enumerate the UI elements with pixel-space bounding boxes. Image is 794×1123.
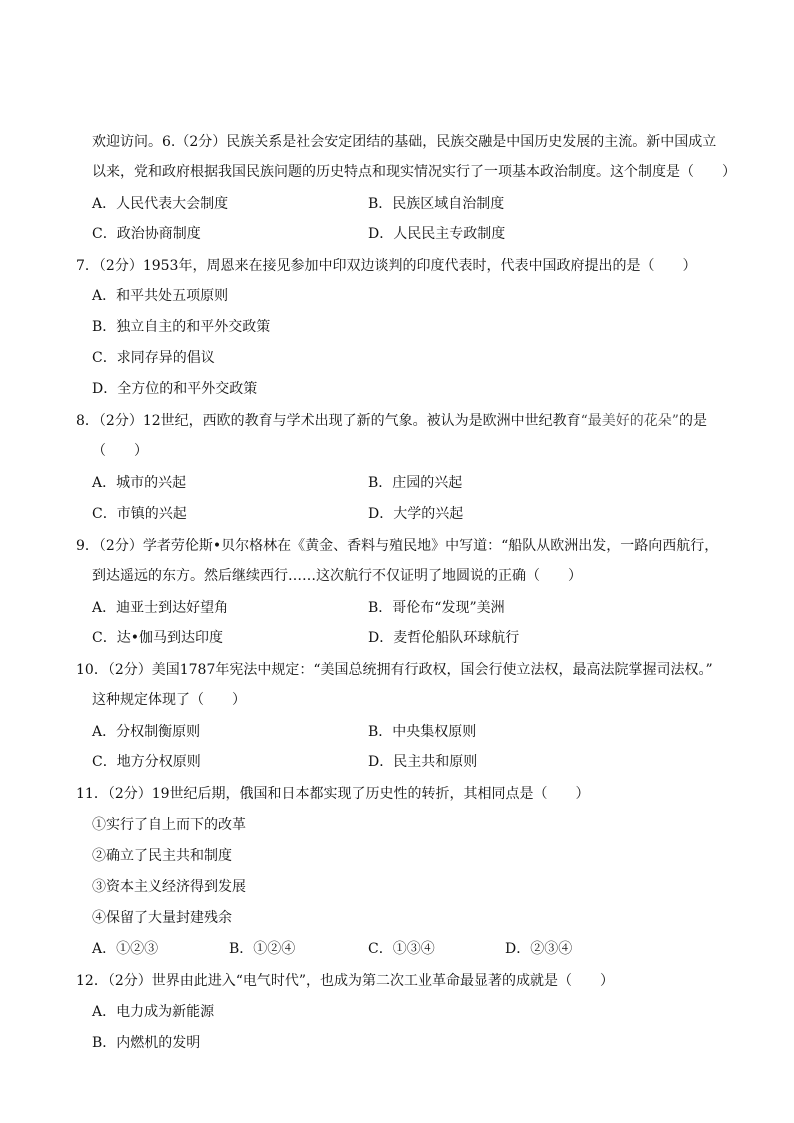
q7-option-a: A．和平共处五项原则 — [92, 288, 229, 304]
q7-line-1: 7．（2分）1953年，周恩来在接见参加中印双边谈判的印度代表时，代表中国政府提出的是（ ） — [76, 258, 697, 274]
q6-option-a: A．人民代表大会制度 — [92, 196, 229, 212]
q10-option-b: B．中央集权原则 — [368, 724, 477, 740]
q11-option-c: C．①③④ — [368, 941, 435, 957]
q10-option-d: D．民主共和原则 — [368, 754, 478, 770]
q12-line-1: 12．（2分）世界由此进入“电气时代”，也成为第二次工业革命最显著的成就是（ ） — [76, 973, 615, 989]
q6-line-1: 欢迎访问。6.（2分）民族关系是社会安定团结的基础，民族交融是中国历史发展的主流。新中国成立 — [92, 134, 717, 150]
q6-option-d: D．人民民主专政制度 — [368, 226, 506, 242]
q7-option-d: D．全方位的和平外交政策 — [92, 381, 258, 397]
q8-line-1-pre: 8．（2分）12世纪，西欧的教育与学术出现了新的气象。被认为是欧洲中世纪教育 — [76, 413, 581, 429]
q11-item-4: ④保留了大量封建残余 — [92, 910, 232, 926]
q11-item-1: ①实行了自上而下的改革 — [92, 817, 246, 833]
q9-option-a: A．迪亚士到达好望角 — [92, 600, 229, 616]
q10-line-1: 10．（2分）美国1787年宪法中规定：“美国总统拥有行政权，国会行使立法权，最高法院掌握司法权。” — [76, 662, 713, 678]
q11-line-1: 11．（2分）19世纪后期，俄国和日本都实现了历史性的转折，其相同点是（ ） — [76, 786, 590, 802]
q12-option-b: B．内燃机的发明 — [92, 1035, 201, 1051]
q11-option-b: B．①②④ — [229, 941, 296, 957]
q11-item-3: ③资本主义经济得到发展 — [92, 879, 246, 895]
q11-option-d: D．②③④ — [505, 941, 573, 957]
q6-option-b: B．民族区域自治制度 — [368, 196, 505, 212]
q9-option-d: D．麦哲伦船队环球航行 — [368, 630, 520, 646]
q8-option-d: D．大学的兴起 — [368, 506, 464, 522]
q8-line-1-post: 的是 — [678, 413, 707, 429]
q7-option-b: B．独立自主的和平外交政策 — [92, 319, 271, 335]
q8-line-2: （ ） — [92, 443, 148, 459]
q9-line-1: 9．（2分）学者劳伦斯•贝尔格林在《黄金、香料与殖民地》中写道：“船队从欧洲出发，一路向西航行， — [76, 538, 719, 554]
q9-line-2: 到达遥远的东方。然后继续西行……这次航行不仅证明了地圆说的正确（ ） — [92, 568, 582, 584]
q6-option-c: C．政治协商制度 — [92, 226, 201, 242]
q6-line-2: 以来，党和政府根据我国民族问题的历史特点和现实情况实行了一项基本政治制度。这个制度是（ ） — [92, 164, 736, 180]
q8-option-c: C．市镇的兴起 — [92, 506, 187, 522]
q7-option-c: C．求同存异的倡议 — [92, 350, 215, 366]
q10-option-a: A．分权制衡原则 — [92, 724, 201, 740]
q11-item-2: ②确立了民主共和制度 — [92, 848, 232, 864]
q9-option-b: B．哥伦布“发现”美洲 — [368, 600, 505, 616]
q8-option-a: A．城市的兴起 — [92, 475, 187, 491]
q8-option-b: B．庄园的兴起 — [368, 475, 463, 491]
q10-line-2: 这种规定体现了（ ） — [92, 692, 246, 708]
q10-option-c: C．地方分权原则 — [92, 754, 201, 770]
q9-option-c: C．达•伽马到达印度 — [92, 630, 223, 646]
q8-line-1-quote: “最美好的花朵” — [580, 413, 679, 429]
q8-line-1 — [76, 412, 707, 430]
q11-option-a: A．①②③ — [92, 941, 159, 957]
q12-option-a: A．电力成为新能源 — [92, 1004, 215, 1020]
